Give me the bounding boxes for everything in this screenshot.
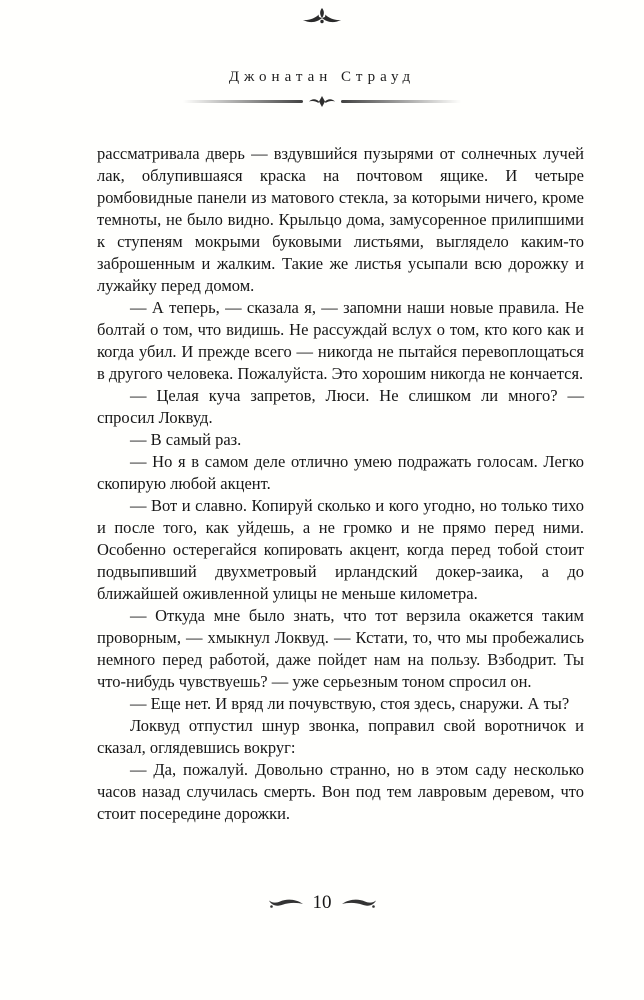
paragraph: — В самый раз. <box>130 430 242 449</box>
running-header-author: Джонатан Страуд <box>228 69 416 85</box>
divider-fleuron-icon <box>308 95 336 108</box>
paragraph: — Вот и славно. Копируй сколько и кого угодно, но только тихо и после того, как уйдешь, а не громко и не прямо перед ними. Особенно остерегайся копировать акцент, когда перед тобой стоит подвыпивший двухметровый ирландский докер-заика, а до ближайшей оживленной улицы не меньше километра. <box>97 496 584 603</box>
paragraph: — Еще нет. И вряд ли почувствую, стоя здесь, снаружи. А ты? <box>130 694 570 713</box>
top-fleuron-icon <box>0 6 644 33</box>
paragraph: — Да, пожалуй. Довольно странно, но в этом саду несколько часов назад случилась смерть. Вон под тем лавровым деревом, что стоит посередине дорожки. <box>97 760 584 823</box>
page-number: 10 <box>312 892 332 913</box>
footer-flourish-right-icon <box>341 896 377 910</box>
header-divider <box>0 95 644 108</box>
page-text <box>97 143 584 825</box>
paragraph: рассматривала дверь — вздувшийся пузырями от солнечных лучей лак, облупившаяся краска на почтовом ящике. И четыре ромбовидные панели из матового стекла, за которыми ничего, кроме темноты, не было видно. Крыльцо дома, замусоренное прилипшими к ступеням мокрыми буковыми листьями, выглядело каким-то заброшенным и жалким. Такие же листья усыпали всю дорожку и лужайку перед домом. <box>97 144 584 295</box>
divider-rule-left <box>183 100 303 103</box>
page-footer <box>0 892 644 914</box>
paragraph: — Но я в самом деле отлично умею подражать голосам. Легко скопирую любой акцент. <box>97 452 584 493</box>
paragraph: Локвуд отпустил шнур звонка, поправил свой воротничок и сказал, оглядевшись вокруг: <box>97 716 584 757</box>
paragraph: — Целая куча запретов, Люси. Не слишком ли много? — спросил Локвуд. <box>97 386 584 427</box>
divider-rule-right <box>341 100 461 103</box>
paragraph: — А теперь, — сказала я, — запомни наши новые правила. Не болтай о том, что видишь. Не рассуждай вслух о том, кто кого как и когда убил. И прежде всего — никогда не пытайся перевоплощаться в другого человека. Пожалуйста. Это хорошим никогда не кончается. <box>97 298 584 383</box>
paragraph: — Откуда мне было знать, что тот верзила окажется таким проворным, — хмыкнул Локвуд. — Кстати, то, что мы пробежались немного перед работой, даже пойдет нам на пользу. Взбодрит. Ты что-нибудь чувствуешь? — уже серьезным тоном спросил он. <box>97 606 584 691</box>
footer-flourish-left-icon <box>268 896 304 910</box>
